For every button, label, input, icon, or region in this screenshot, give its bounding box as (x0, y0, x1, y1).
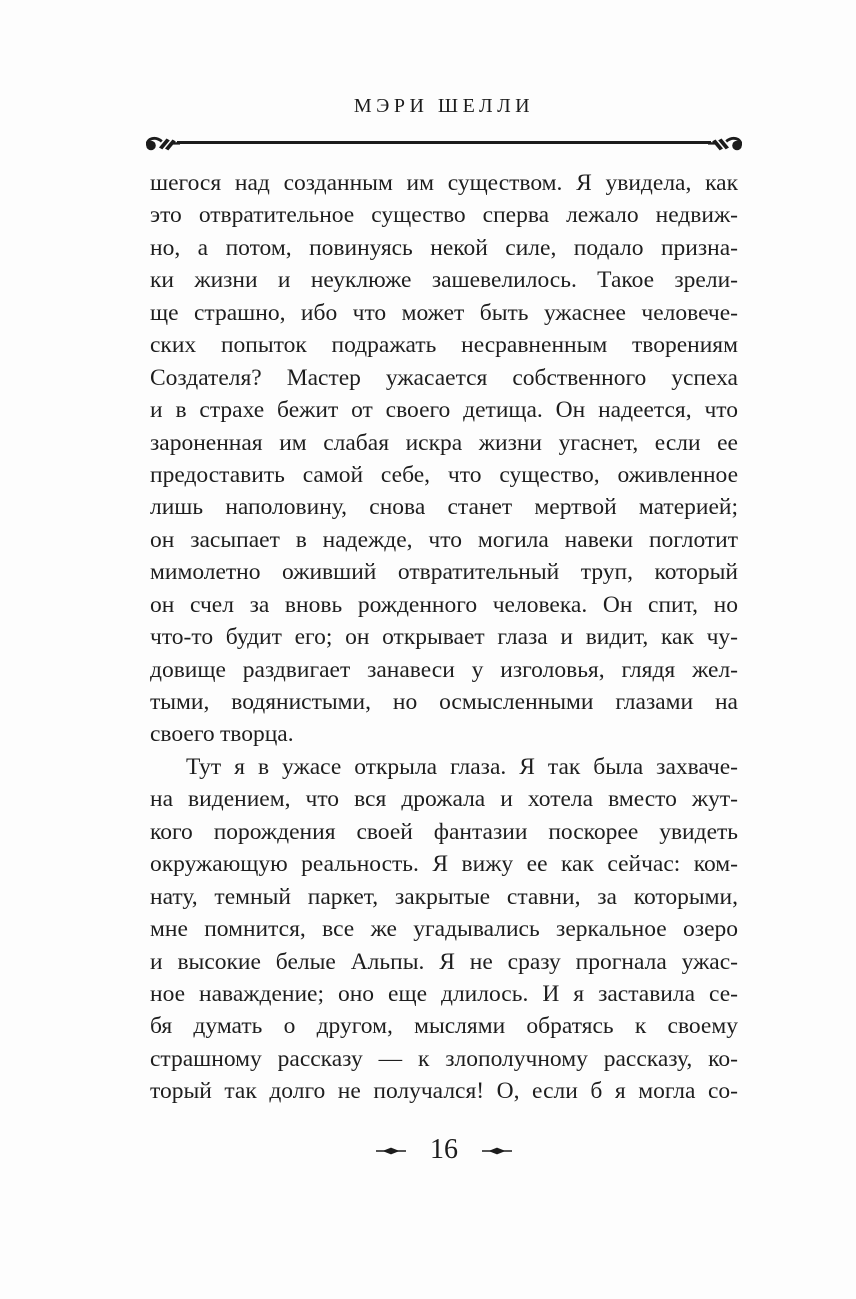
text-line: бя думать о другом, мыслями обратясь к своему (150, 1013, 738, 1040)
text-line: зароненная им слабая искра жизни угаснет, если ее (150, 429, 738, 456)
page-text (150, 167, 738, 1108)
text-line: страшному рассказу — к злополучному рассказу, ко- (150, 1045, 738, 1072)
footer-ornament-right-icon (482, 1146, 512, 1156)
text-line: но, а потом, повинуясь некой силе, подало призна- (150, 234, 738, 261)
text-line: Создателя? Мастер ужасается собственного успеха (150, 364, 738, 391)
text-line: окружающую реальность. Я вижу ее как сейчас: ком- (150, 851, 738, 878)
text-line: торый так долго не получался! О, если б я могла со- (150, 1078, 738, 1105)
page-footer (150, 1132, 738, 1170)
header-rule (146, 134, 742, 152)
text-line: Тут я в ужасе открыла глаза. Я так была захваче- (186, 753, 738, 780)
text-line: и в страхе бежит от своего детища. Он надеется, что (150, 397, 738, 424)
text-line: мне помнится, все же угадывались зеркальное озеро (150, 916, 738, 943)
text-line: предоставить самой себе, что существо, оживленное (150, 461, 738, 488)
text-line: ки жизни и неуклюже зашевелилось. Такое зрели- (150, 267, 738, 294)
text-line: он счел за вновь рожденного человека. Он спит, но (150, 591, 738, 618)
text-line: на видением, что вся дрожала и хотела вместо жут- (150, 786, 738, 813)
flourish-left-icon (146, 135, 180, 152)
footer-ornament-left-icon (376, 1146, 406, 1156)
text-line: лишь наполовину, снова станет мертвой материей; (150, 494, 738, 521)
horizontal-rule (177, 141, 711, 143)
text-line: довище раздвигает занавеси у изголовья, глядя жел- (150, 656, 738, 683)
flourish-right-icon (708, 135, 742, 152)
text-line: кого порождения своей фантазии поскорее увидеть (150, 818, 738, 845)
text-line: своего творца. (150, 721, 294, 748)
text-line: ских попыток подражать несравненным творениям (150, 332, 738, 359)
text-line: и высокие белые Альпы. Я не сразу прогнала ужас- (150, 948, 738, 975)
text-line: ще страшно, ибо что может быть ужаснее человече- (150, 299, 738, 326)
text-line: ное наваждение; оно еще длилось. И я заставила се- (150, 980, 738, 1007)
running-head: МЭРИ ШЕЛЛИ (353, 95, 535, 117)
text-line: он засыпает в надежде, что могила навеки поглотит (150, 526, 738, 553)
text-line: это отвратительное существо сперва лежало недвиж- (150, 202, 738, 229)
text-line: тыми, водянистыми, но осмысленными глазами на (150, 689, 738, 715)
page-number: 16 (430, 1134, 458, 1165)
text-line: шегося над созданным им существом. Я увидела, как (150, 170, 738, 196)
text-line: мимолетно оживший отвратительный труп, который (150, 559, 738, 586)
text-line: нату, темный паркет, закрытые ставни, за которыми, (150, 883, 738, 910)
text-line: что-то будит его; он открывает глаза и видит, как чу- (150, 624, 738, 651)
